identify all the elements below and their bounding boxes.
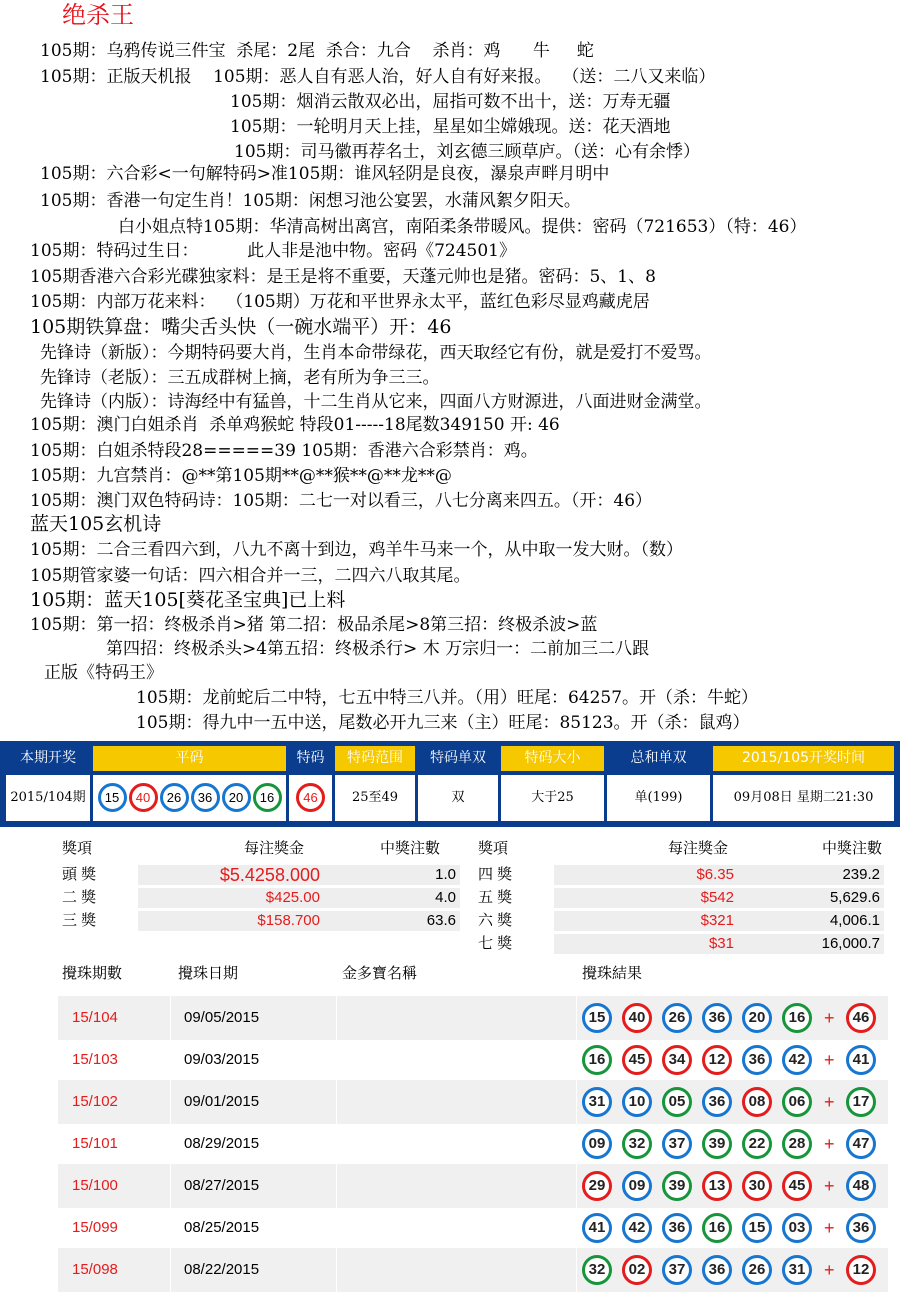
- prediction-line: 正版《特码王》: [44, 663, 163, 683]
- prediction-line: 105期：乌鸦传说三件宝 杀尾：2尾 杀合：九合 杀肖：鸡 牛 蛇: [40, 41, 594, 61]
- draw-period: 2015/104期: [6, 775, 90, 821]
- prediction-line: 105期：龙前蛇后二中特，七五中特三八并。（用）旺尾：64257。开（杀：牛蛇）: [136, 688, 759, 708]
- prize-row: [62, 910, 460, 932]
- header-current-draw: 本期开奖: [6, 746, 90, 771]
- history-ball: 36: [702, 1003, 732, 1033]
- lottery-ball: 26: [160, 783, 189, 812]
- plus-sign: +: [824, 1218, 835, 1238]
- plus-sign: +: [824, 1134, 835, 1154]
- history-special-ball: 47: [846, 1129, 876, 1159]
- history-ball: 12: [702, 1045, 732, 1075]
- history-ball: 08: [742, 1087, 772, 1117]
- history-special-ball: 12: [846, 1255, 876, 1285]
- prediction-line: 先锋诗（内版）：诗海经中有猛兽，十二生肖从它来，四面八方财源进，八面进财金满堂。: [40, 392, 712, 412]
- history-ball: 36: [742, 1045, 772, 1075]
- prize-row: [478, 864, 884, 886]
- prediction-line: 105期：一轮明月天上挂，星星如尘嫦娥现。送：花天酒地: [230, 117, 671, 137]
- header-regular-numbers: 平码: [93, 746, 286, 771]
- draw-period: 15/104: [72, 1009, 118, 1026]
- prize-amount: $425.00: [265, 889, 320, 906]
- prediction-line: 105期：得九中一五中送，尾数必开九三来（主）旺尾：85123。开（杀：鼠鸡）: [136, 713, 750, 733]
- prize-count: 63.6: [426, 912, 456, 929]
- prize-row: [478, 887, 884, 909]
- history-row: [58, 1080, 888, 1124]
- prediction-line: 105期：烟消云散双必出，屈指可数不出十，送：万寿无疆: [230, 92, 671, 112]
- prize-name: 五 獎: [478, 889, 513, 906]
- draw-date: 08/27/2015: [184, 1177, 260, 1194]
- history-ball: 32: [622, 1129, 652, 1159]
- prediction-line: 105期：香港一句定生肖！105期：闲想习池公宴罢，水蒲风絮夕阳天。: [40, 191, 581, 211]
- lottery-ball: 15: [98, 783, 127, 812]
- draw-date: 09/01/2015: [184, 1093, 260, 1110]
- history-ball: 42: [782, 1045, 812, 1075]
- lottery-ball: 40: [129, 783, 158, 812]
- page-title: 绝杀王: [62, 1, 134, 29]
- prediction-line: 白小姐点特105期：华清高树出离宫，南陌柔条带暖风。提供：密码（721653）（特：46）: [118, 217, 807, 237]
- prediction-line: 105期：白姐杀特段28=====39 105期：香港六合彩禁肖：鸡。: [30, 441, 538, 461]
- history-ball: 05: [662, 1087, 692, 1117]
- history-ball: 42: [622, 1213, 652, 1243]
- header-special-odd-even: 特码单双: [418, 746, 498, 771]
- prize-count: 16,000.7: [821, 935, 880, 952]
- header-next-draw-time: 2015/105开奖时间: [713, 746, 894, 771]
- history-ball: 29: [582, 1171, 612, 1201]
- history-ball: 09: [622, 1171, 652, 1201]
- history-row: [58, 1038, 888, 1082]
- plus-sign: +: [824, 1008, 835, 1028]
- history-ball: 36: [662, 1213, 692, 1243]
- history-ball: 34: [662, 1045, 692, 1075]
- history-ball: 22: [742, 1129, 772, 1159]
- history-ball: 15: [582, 1003, 612, 1033]
- history-ball: 39: [702, 1129, 732, 1159]
- prize-name: 二 獎: [62, 889, 97, 906]
- history-ball: 20: [742, 1003, 772, 1033]
- prediction-line: 105期：内部万花来料： （105期）万花和平世界永太平，蓝红色彩尽显鸡藏虎居: [30, 292, 650, 312]
- prize-row: [478, 910, 884, 932]
- history-ball: 06: [782, 1087, 812, 1117]
- header-special-range: 特码范围: [335, 746, 415, 771]
- header-special-number: 特码: [289, 746, 332, 771]
- prediction-line: 105期：第一招：终极杀肖>猪 第二招：极品杀尾>8第三招：终极杀波>蓝: [30, 615, 598, 635]
- history-ball: 31: [782, 1255, 812, 1285]
- history-ball: 09: [582, 1129, 612, 1159]
- prediction-line: 先锋诗（新版）：今期特码要大肖，生肖本命带绿花，西天取经它有份，就是爱打不爱骂。: [40, 343, 712, 363]
- draw-date: 09/05/2015: [184, 1009, 260, 1026]
- prediction-line: 105期香港六合彩光碟独家料：是王是将不重要，天蓬元帅也是猪。密码：5、1、8: [30, 267, 656, 287]
- history-ball: 28: [782, 1129, 812, 1159]
- history-ball: 16: [582, 1045, 612, 1075]
- special-size: 大于25: [501, 775, 604, 821]
- prize-name: 頭 獎: [62, 866, 97, 883]
- sum-odd-even: 单(199): [607, 775, 710, 821]
- history-ball: 26: [742, 1255, 772, 1285]
- prediction-line: 蓝天105玄机诗: [30, 513, 162, 535]
- draw-period: 15/103: [72, 1051, 118, 1068]
- history-row: [58, 1248, 888, 1292]
- draw-date: 08/25/2015: [184, 1219, 260, 1236]
- prediction-line: 105期：司马徽再荐名士，刘玄德三顾草庐。（送：心有余悸）: [234, 142, 700, 162]
- draw-period: 15/101: [72, 1135, 118, 1152]
- prediction-line: 105期铁算盘：嘴尖舌头快（一碗水端平）开：46: [30, 316, 452, 338]
- header-sum-odd-even: 总和单双: [607, 746, 710, 771]
- draw-period: 15/098: [72, 1261, 118, 1278]
- prize-name: 六 獎: [478, 912, 513, 929]
- history-ball: 32: [582, 1255, 612, 1285]
- next-draw-time: 09月08日 星期二21:30: [713, 775, 894, 821]
- special-odd-even: 双: [418, 775, 498, 821]
- prediction-line: 105期：六合彩<一句解特码>准105期：谁风轻阴是良夜，瀑泉声畔月明中: [40, 164, 610, 184]
- prediction-line: 105期：正版天机报 105期：恶人自有恶人治，好人自有好来报。 （送：二八又来临）: [40, 67, 716, 87]
- draw-period: 15/099: [72, 1219, 118, 1236]
- prediction-line: 先锋诗（老版）：三五成群树上摘，老有所为争三三。: [40, 368, 440, 388]
- prize-name: 七 獎: [478, 935, 513, 952]
- history-ball: 40: [622, 1003, 652, 1033]
- prediction-line: 105期：特码过生日： 此人非是池中物。密码《724501》: [30, 241, 516, 261]
- prediction-line: 105期：九宫禁肖：@**第105期**@**猴**@**龙**@: [30, 466, 452, 486]
- history-ball: 39: [662, 1171, 692, 1201]
- prize-amount: $158.700: [257, 912, 320, 929]
- history-ball: 03: [782, 1213, 812, 1243]
- history-header: 攪珠期數 攪珠日期 金多寶名稱 攪珠結果: [62, 965, 643, 982]
- prize-count: 239.2: [842, 866, 880, 883]
- prize-row: [62, 887, 460, 909]
- history-ball: 41: [582, 1213, 612, 1243]
- prediction-line: 105期：二合三看四六到，八九不离十到边，鸡羊牛马来一个，从中取一发大财。（数）: [30, 540, 683, 560]
- prize-row: [62, 864, 460, 886]
- history-special-ball: 48: [846, 1171, 876, 1201]
- history-ball: 36: [702, 1255, 732, 1285]
- prize-name: 三 獎: [62, 912, 97, 929]
- history-special-ball: 36: [846, 1213, 876, 1243]
- prediction-line: 105期管家婆一句话：四六相合并一三，二四六八取其尾。: [30, 566, 471, 586]
- history-ball: 30: [742, 1171, 772, 1201]
- history-special-ball: 46: [846, 1003, 876, 1033]
- draw-date: 08/29/2015: [184, 1135, 260, 1152]
- prize-amount: $31: [708, 935, 734, 952]
- prize-count: 1.0: [435, 866, 456, 883]
- draw-period: 15/102: [72, 1093, 118, 1110]
- prize-amount: $5.4258.000: [219, 865, 320, 885]
- prize-count: 4.0: [435, 889, 456, 906]
- history-ball: 15: [742, 1213, 772, 1243]
- draw-date: 09/03/2015: [184, 1051, 260, 1068]
- prize-row: [478, 933, 884, 955]
- plus-sign: +: [824, 1092, 835, 1112]
- lottery-ball: 16: [253, 783, 282, 812]
- history-row: [58, 1122, 888, 1166]
- prediction-line: 第四招：终极杀头>4第五招：终极杀行> 木 万宗归一：二前加三二八跟: [106, 639, 650, 659]
- prediction-line: 105期：澳门双色特码诗：105期：二七一对以看三，八七分离来四五。（开：46）: [30, 491, 653, 511]
- history-ball: 13: [702, 1171, 732, 1201]
- history-ball: 26: [662, 1003, 692, 1033]
- lottery-ball: 46: [296, 783, 325, 812]
- history-row: [58, 996, 888, 1040]
- history-ball: 02: [622, 1255, 652, 1285]
- history-ball: 45: [622, 1045, 652, 1075]
- plus-sign: +: [824, 1050, 835, 1070]
- history-ball: 37: [662, 1129, 692, 1159]
- history-ball: 16: [782, 1003, 812, 1033]
- history-ball: 31: [582, 1087, 612, 1117]
- plus-sign: +: [824, 1176, 835, 1196]
- draw-date: 08/22/2015: [184, 1261, 260, 1278]
- prediction-line: 105期：澳门白姐杀肖 杀单鸡猴蛇 特段01-----18尾数349150 开: 46: [30, 415, 560, 435]
- history-special-ball: 41: [846, 1045, 876, 1075]
- prize-count: 4,006.1: [829, 912, 880, 929]
- plus-sign: +: [824, 1260, 835, 1280]
- history-ball: 37: [662, 1255, 692, 1285]
- history-row: [58, 1206, 888, 1250]
- history-row: [58, 1164, 888, 1208]
- prediction-line: 105期：蓝天105[葵花圣宝典]已上料: [30, 589, 346, 611]
- regular-balls: [93, 775, 286, 821]
- prize-header-right: 獎項 每注獎金 中獎注數: [478, 840, 882, 857]
- history-ball: 16: [702, 1213, 732, 1243]
- special-range: 25至49: [335, 775, 415, 821]
- prize-count: 5,629.6: [829, 889, 880, 906]
- history-ball: 45: [782, 1171, 812, 1201]
- lottery-ball: 20: [222, 783, 251, 812]
- prize-amount: $321: [700, 912, 734, 929]
- prize-amount: $542: [700, 889, 734, 906]
- lottery-ball: 36: [191, 783, 220, 812]
- history-ball: 10: [622, 1087, 652, 1117]
- prize-header-left: 獎項 每注獎金 中獎注數: [62, 840, 441, 857]
- history-ball: 36: [702, 1087, 732, 1117]
- draw-period: 15/100: [72, 1177, 118, 1194]
- special-ball-cell: [289, 775, 332, 821]
- draw-results-table: [0, 741, 900, 827]
- header-special-size: 特码大小: [501, 746, 604, 771]
- history-special-ball: 17: [846, 1087, 876, 1117]
- prize-amount: $6.35: [696, 866, 734, 883]
- prize-name: 四 獎: [478, 866, 513, 883]
